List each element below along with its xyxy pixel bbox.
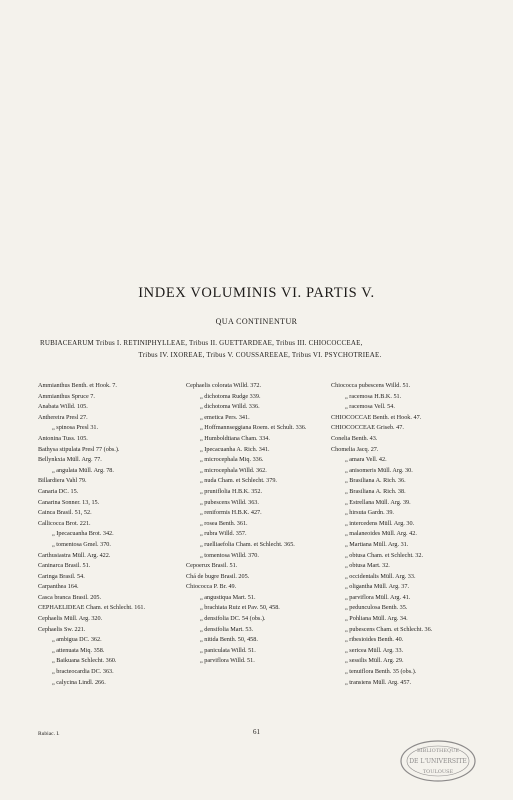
index-entry: „ brachiata Ruiz et Pav. 50, 458.: [200, 604, 280, 612]
index-entry: Anabata Willd. 105.: [38, 403, 88, 411]
index-entry: „ racemosa Vell. 54.: [345, 403, 395, 411]
index-entry: „ Pohliana Müll. Arg. 34.: [345, 615, 408, 623]
index-entry: „ parviflora Willd. 51.: [200, 657, 255, 665]
index-entry: „ nitida Benth. 50, 458.: [200, 636, 258, 644]
index-entry: „ rubra Willd. 357.: [200, 530, 247, 538]
index-entry: „ pruniflolia H.B.K. 352.: [200, 487, 263, 495]
stamp-line-3: TOULOUSE: [422, 769, 454, 775]
index-entry: „ tomentosa Gmel. 370.: [52, 540, 111, 548]
index-entry: „ malaneoides Müll. Arg. 42.: [345, 530, 417, 538]
subtitle: QUA CONTINENTUR: [215, 317, 298, 326]
index-entry: „ obtusa Cham. et Schlecht. 32.: [345, 551, 424, 559]
heading-line-2: Tribus IV. IXOREAE, Tribus V. COUSSAREEAE, Tribus VI. PSYCHOTRIEAE.: [138, 351, 382, 359]
index-entry: Billardiera Vahl 79.: [38, 477, 87, 485]
index-entry: Cephaelis Müll. Arg. 320.: [38, 615, 103, 623]
index-entry: CEPHAELIDEAE Cham. et Schlecht. 161.: [38, 604, 146, 612]
index-entry: „ paniculata Willd. 51.: [200, 646, 256, 654]
index-entry: Chiococca P. Br. 49.: [186, 583, 237, 591]
index-entry: „ pedunculosa Benth. 35.: [345, 604, 408, 612]
index-entry: „ parviflora Müll. Arg. 41.: [345, 593, 411, 601]
index-entry: „ emetica Pers. 341.: [200, 413, 250, 421]
index-entry: Chá de bugre Brasil. 205.: [186, 572, 250, 580]
index-entry: „ microcephala Willd. 362.: [200, 466, 267, 474]
page-number: 61: [253, 728, 260, 736]
index-entry: „ tomentosa Willd. 370.: [200, 551, 259, 559]
index-entry: Caringa Brasil. 54.: [38, 572, 85, 580]
index-entry: „ sessilis Müll. Arg. 29.: [345, 657, 404, 665]
index-entry: Cephaelis colorata Willd. 372.: [186, 382, 262, 389]
index-entry: „ hirsuta Gardn. 39.: [345, 509, 394, 517]
index-entry: „ occidentalis Müll. Arg. 33.: [345, 572, 416, 580]
index-entry: „ Brasiliana A. Rich. 36.: [345, 477, 406, 485]
stamp-line-1: BIBLIOTHEQUE: [416, 748, 460, 754]
index-entry: „ sericea Müll. Arg. 33.: [345, 646, 404, 654]
index-entry: „ Hoffmannseggiana Roem. et Schult. 336.: [200, 424, 307, 432]
index-entry: „ tenuiflora Benth. 35 (obs.).: [345, 668, 417, 676]
index-entry: Callicocca Brot. 221.: [38, 519, 91, 527]
index-entry: „ Brasiliana A. Rich. 38.: [345, 487, 406, 495]
index-entry: Casca branca Brasil. 205.: [38, 593, 102, 601]
index-entry: Cainca Brasil. 51, 52.: [38, 509, 92, 517]
index-entry: Caninarca Brasil. 51.: [38, 562, 91, 570]
index-entry: „ Estrellana Müll. Arg. 39.: [345, 498, 411, 506]
index-entry: Antonina Tuss. 105.: [38, 434, 88, 442]
index-entry: „ Ipecacuanha A. Rich. 341.: [200, 445, 270, 453]
index-entry: CHIOCOCCEAE Griseb. 47.: [331, 424, 404, 432]
index-entry: „ amara Vell. 42.: [345, 456, 387, 464]
index-entry: Anthereira Presl 27.: [38, 413, 88, 421]
index-entry: „ ambigua DC. 362.: [52, 636, 102, 644]
index-entry: Cephaelis Sw. 221.: [38, 625, 86, 633]
index-entry: „ angulata Müll. Arg. 78.: [52, 466, 114, 474]
index-entry: „ angustiqua Mart. 51.: [200, 593, 256, 601]
index-entry: Cepoerux Brasil. 51.: [186, 562, 238, 570]
index-entry: „ obtusa Mart. 32.: [345, 562, 390, 570]
index-entry: „ anisomeris Müll. Arg. 30.: [345, 466, 413, 474]
index-entry: „ Martiana Müll. Arg. 31.: [345, 540, 409, 548]
index-entry: „ Baikuana Schlecht. 360.: [52, 657, 117, 665]
index-column-2: [186, 381, 324, 667]
index-entry: „ pubescens Willd. 363.: [200, 498, 259, 506]
library-stamp: [398, 738, 478, 784]
contents-heading: [40, 337, 480, 361]
index-entry: „ intercedens Müll. Arg. 30.: [345, 519, 415, 527]
index-entry: „ oligantha Müll. Arg. 37.: [345, 583, 409, 591]
index-entry: Canaria DC. 15.: [38, 487, 79, 495]
index-entry: Ammianthus Benth. et Hook. 7.: [38, 382, 117, 389]
index-entry: CHIOCOCCAE Benth. et Hook. 47.: [331, 413, 422, 421]
index-entry: „ rosea Benth. 361.: [200, 519, 248, 527]
index-entry: Conelia Benth. 43.: [331, 434, 378, 442]
index-entry: „ dichotoma Rudge 339.: [200, 392, 261, 400]
stamp-line-2: DE L'UNIVERSITE: [409, 758, 467, 765]
index-entry: Carpanthea 164.: [38, 583, 79, 591]
index-entry: „ transiens Müll. Arg. 457.: [345, 678, 412, 686]
index-entry: Chiococca pubescens Willd. 51.: [331, 382, 411, 389]
footer-signature: Rubiac. I.: [38, 731, 60, 737]
index-entry: Ammianthus Spruce 7.: [38, 392, 95, 400]
index-entry: „ densifolia DC. 54 (obs.).: [200, 615, 266, 623]
index-entry: „ attenuata Miq. 358.: [52, 646, 105, 654]
index-entry: „ pubescens Cham. et Schlecht. 36.: [345, 625, 433, 633]
page-title: INDEX VOLUMINIS VI. PARTIS V.: [138, 285, 375, 301]
index-entry: Chomelia Jacq. 27.: [331, 445, 379, 453]
index-entry: „ spinosa Presl 31.: [52, 424, 99, 432]
index-entry: „ densifolia Mart. 53.: [200, 625, 254, 633]
index-entry: „ bracteocardia DC. 363.: [52, 668, 114, 676]
index-column-1: [38, 381, 178, 688]
index-entry: „ nuda Cham. et Schlecht. 379.: [200, 477, 277, 485]
index-entry: „ dichotoma Willd. 336.: [200, 403, 260, 411]
index-entry: Canarina Sonner. 13, 15.: [38, 498, 100, 506]
index-entry: Carthusiastra Müll. Arg. 422.: [38, 551, 111, 559]
index-entry: „ reniformis H.B.K. 427.: [200, 509, 262, 517]
index-entry: „ microcephala Miq. 336.: [200, 456, 264, 464]
index-entry: Bathysa stipulata Presl 77 (obs.).: [38, 445, 120, 453]
index-entry: Bellynkxia Müll. Arg. 77.: [38, 456, 102, 464]
index-entry: „ calycina Lindl. 266.: [52, 678, 106, 686]
heading-line-1: RUBIACEARUM Tribus I. RETINIPHYLLEAE, Tribus II. GUETTARDEAE, Tribus III. CHIOCOCCEAE,: [40, 339, 363, 347]
index-entry: „ racemosa H.B.K. 51.: [345, 392, 402, 400]
index-entry: „ ruelliaefolia Cham. et Schlecht. 365.: [200, 540, 295, 548]
index-entry: „ Ipecacuanha Brot. 342.: [52, 530, 114, 538]
index-entry: „ Humboldtiana Cham. 334.: [200, 434, 270, 442]
index-column-3: [331, 381, 481, 688]
index-entry: „ ribesioides Benth. 40.: [345, 636, 404, 644]
